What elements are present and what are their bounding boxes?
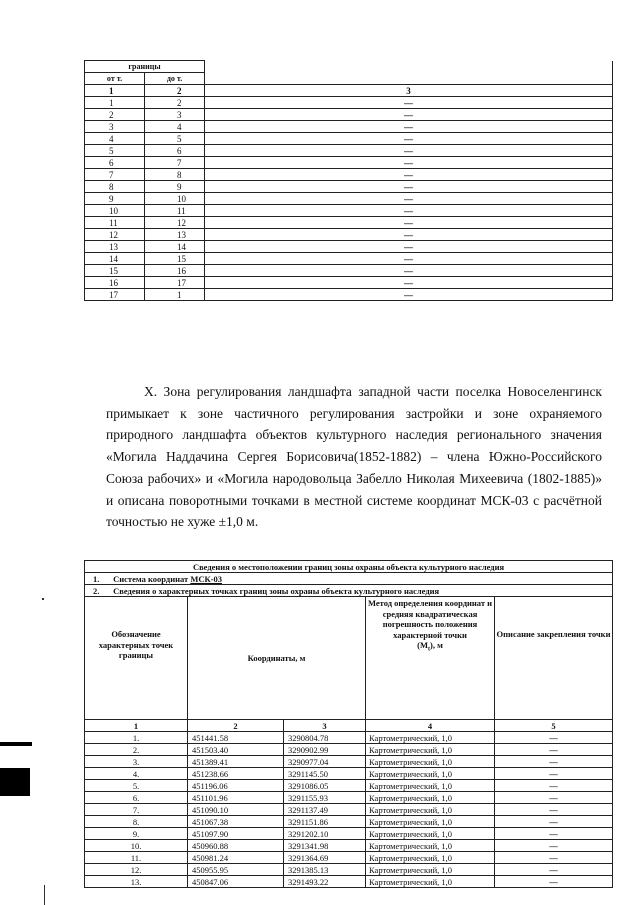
x-coordinate-cell: 451441.58 bbox=[188, 732, 284, 744]
section-2 bbox=[85, 585, 613, 597]
description-cell: — bbox=[205, 133, 613, 145]
header-to-point: до т. bbox=[145, 73, 205, 85]
table-row bbox=[85, 816, 613, 828]
to-point-cell: 7 bbox=[145, 157, 205, 169]
from-point-cell: 14 bbox=[85, 253, 145, 265]
y-coordinate-cell: 3290977.04 bbox=[284, 756, 366, 768]
table-row bbox=[85, 852, 613, 864]
method-cell: Картометрический, 1,0 bbox=[366, 792, 495, 804]
fixing-description-cell: — bbox=[495, 816, 613, 828]
header-from-point: от т. bbox=[85, 73, 145, 85]
table-row bbox=[85, 840, 613, 852]
table-row bbox=[85, 768, 613, 780]
table-row bbox=[85, 109, 613, 121]
header-coordinates: Координаты, м bbox=[188, 597, 366, 720]
header-boundaries: границы bbox=[85, 61, 205, 73]
from-point-cell: 15 bbox=[85, 265, 145, 277]
from-point-cell: 13 bbox=[85, 241, 145, 253]
description-cell: — bbox=[205, 97, 613, 109]
index-cell: 5 bbox=[495, 720, 613, 732]
point-cell: 11. bbox=[85, 852, 188, 864]
y-coordinate-cell: 3291493.22 bbox=[284, 876, 366, 888]
coordinate-system-value: МСК-03 bbox=[190, 573, 222, 584]
section-1-row bbox=[85, 573, 613, 585]
method-cell: Картометрический, 1,0 bbox=[366, 864, 495, 876]
x-coordinate-cell: 450960.88 bbox=[188, 840, 284, 852]
description-cell: — bbox=[205, 253, 613, 265]
table-row bbox=[85, 864, 613, 876]
header-fixing-description: Описание закрепления точки bbox=[495, 597, 613, 720]
index-cell: 3 bbox=[205, 85, 613, 97]
description-cell: — bbox=[205, 121, 613, 133]
to-point-cell: 15 bbox=[145, 253, 205, 265]
description-cell: — bbox=[205, 217, 613, 229]
from-point-cell: 9 bbox=[85, 193, 145, 205]
from-point-cell: 2 bbox=[85, 109, 145, 121]
method-cell: Картометрический, 1,0 bbox=[366, 768, 495, 780]
fixing-description-cell: — bbox=[495, 780, 613, 792]
y-coordinate-cell: 3291202.10 bbox=[284, 828, 366, 840]
from-point-cell: 8 bbox=[85, 181, 145, 193]
x-coordinate-cell: 451503.40 bbox=[188, 744, 284, 756]
fixing-description-cell: — bbox=[495, 804, 613, 816]
method-cell: Картометрический, 1,0 bbox=[366, 840, 495, 852]
table-row bbox=[85, 241, 613, 253]
margin-mark-block bbox=[0, 768, 30, 796]
description-cell: — bbox=[205, 145, 613, 157]
index-cell: 4 bbox=[366, 720, 495, 732]
to-point-cell: 4 bbox=[145, 121, 205, 133]
column-header-row bbox=[85, 597, 613, 720]
table-title: Сведения о местоположении границ зоны охраны объекта культурного наследия bbox=[85, 561, 613, 573]
point-cell: 5. bbox=[85, 780, 188, 792]
to-point-cell: 17 bbox=[145, 277, 205, 289]
description-cell: — bbox=[205, 181, 613, 193]
to-point-cell: 13 bbox=[145, 229, 205, 241]
section-1-label: Система координат bbox=[113, 573, 189, 584]
description-cell: — bbox=[205, 205, 613, 217]
y-coordinate-cell: 3290902.99 bbox=[284, 744, 366, 756]
x-coordinate-cell: 450955.95 bbox=[188, 864, 284, 876]
point-cell: 3. bbox=[85, 756, 188, 768]
point-cell: 1. bbox=[85, 732, 188, 744]
method-cell: Картометрический, 1,0 bbox=[366, 756, 495, 768]
x-coordinate-cell: 451090.10 bbox=[188, 804, 284, 816]
to-point-cell: 8 bbox=[145, 169, 205, 181]
section-2-label: Сведения о характерных точках границ зоны охраны объекта культурного наследия bbox=[113, 585, 440, 596]
index-cell: 3 bbox=[284, 720, 366, 732]
table-row bbox=[85, 277, 613, 289]
description-cell: — bbox=[205, 265, 613, 277]
point-cell: 13. bbox=[85, 876, 188, 888]
description-cell: — bbox=[205, 289, 613, 301]
y-coordinate-cell: 3290804.78 bbox=[284, 732, 366, 744]
method-cell: Картометрический, 1,0 bbox=[366, 732, 495, 744]
x-coordinate-cell: 450981.24 bbox=[188, 852, 284, 864]
to-point-cell: 2 bbox=[145, 97, 205, 109]
fixing-description-cell: — bbox=[495, 828, 613, 840]
y-coordinate-cell: 3291137.49 bbox=[284, 804, 366, 816]
header-method-m: (M bbox=[417, 640, 428, 650]
table-row bbox=[85, 157, 613, 169]
characteristic-points-table bbox=[84, 560, 613, 888]
x-coordinate-cell: 451067.38 bbox=[188, 816, 284, 828]
from-point-cell: 3 bbox=[85, 121, 145, 133]
description-cell: — bbox=[205, 109, 613, 121]
to-point-cell: 10 bbox=[145, 193, 205, 205]
header-method bbox=[366, 597, 495, 720]
from-point-cell: 16 bbox=[85, 277, 145, 289]
fixing-description-cell: — bbox=[495, 768, 613, 780]
table-row bbox=[85, 205, 613, 217]
y-coordinate-cell: 3291385.13 bbox=[284, 864, 366, 876]
description-cell: — bbox=[205, 277, 613, 289]
method-cell: Картометрический, 1,0 bbox=[366, 804, 495, 816]
table-row bbox=[85, 145, 613, 157]
from-point-cell: 4 bbox=[85, 133, 145, 145]
table-row bbox=[85, 780, 613, 792]
table-row bbox=[85, 121, 613, 133]
y-coordinate-cell: 3291155.93 bbox=[284, 792, 366, 804]
method-cell: Картометрический, 1,0 bbox=[366, 816, 495, 828]
table-title-row bbox=[85, 561, 613, 573]
point-cell: 9. bbox=[85, 828, 188, 840]
from-point-cell: 5 bbox=[85, 145, 145, 157]
method-cell: Картометрический, 1,0 bbox=[366, 876, 495, 888]
point-cell: 12. bbox=[85, 864, 188, 876]
from-point-cell: 11 bbox=[85, 217, 145, 229]
index-cell: 2 bbox=[145, 85, 205, 97]
to-point-cell: 11 bbox=[145, 205, 205, 217]
description-cell: — bbox=[205, 193, 613, 205]
x-coordinate-cell: 451389.41 bbox=[188, 756, 284, 768]
point-cell: 10. bbox=[85, 840, 188, 852]
table-row bbox=[85, 217, 613, 229]
boundary-segments-table bbox=[84, 60, 613, 301]
fixing-description-cell: — bbox=[495, 840, 613, 852]
point-cell: 4. bbox=[85, 768, 188, 780]
table-row bbox=[85, 792, 613, 804]
x-coordinate-cell: 451097.90 bbox=[188, 828, 284, 840]
header-method-subscript: t bbox=[427, 646, 430, 653]
from-point-cell: 1 bbox=[85, 97, 145, 109]
table-header-group-row bbox=[85, 61, 613, 73]
table-row bbox=[85, 289, 613, 301]
description-cell: — bbox=[205, 157, 613, 169]
index-cell: 1 bbox=[85, 85, 145, 97]
from-point-cell: 7 bbox=[85, 169, 145, 181]
point-cell: 6. bbox=[85, 792, 188, 804]
index-cell: 2 bbox=[188, 720, 284, 732]
scan-speck bbox=[42, 598, 44, 600]
fixing-description-cell: — bbox=[495, 852, 613, 864]
fixing-description-cell: — bbox=[495, 732, 613, 744]
x-coordinate-cell: 450847.06 bbox=[188, 876, 284, 888]
section-1 bbox=[85, 573, 613, 585]
to-point-cell: 12 bbox=[145, 217, 205, 229]
table-row bbox=[85, 181, 613, 193]
point-cell: 8. bbox=[85, 816, 188, 828]
point-cell: 7. bbox=[85, 804, 188, 816]
description-cell: — bbox=[205, 169, 613, 181]
point-cell: 2. bbox=[85, 744, 188, 756]
from-point-cell: 6 bbox=[85, 157, 145, 169]
to-point-cell: 6 bbox=[145, 145, 205, 157]
zone-description-paragraph: X. Зона регулирования ландшафта западной части поселка Новоселенгинск примыкает к зоне частичного регулирования застройки и зоне охраняемого природного ландшафта объектов культурного наследия регионального значения «Могила Наддачина Сергея Борисовича(1852-1882) – члена Южно-Российского Союза рабочих» и «Могила народовольца Забелло Николая Михеевича (1802-1885)» и описана поворотными точками в местной системе координат МСК-03 с расчётной точностью не хуже ±1,0 м. bbox=[106, 384, 602, 530]
fixing-description-cell: — bbox=[495, 876, 613, 888]
header-method-unit: ), м bbox=[429, 640, 443, 650]
header-method-text: Метод определения координат и средняя квадратическая погрешность положения характерной точки bbox=[367, 598, 493, 640]
table-row bbox=[85, 804, 613, 816]
section-2-row bbox=[85, 585, 613, 597]
to-point-cell: 16 bbox=[145, 265, 205, 277]
description-cell: — bbox=[205, 241, 613, 253]
y-coordinate-cell: 3291341.98 bbox=[284, 840, 366, 852]
table-row bbox=[85, 876, 613, 888]
to-point-cell: 3 bbox=[145, 109, 205, 121]
method-cell: Картометрический, 1,0 bbox=[366, 852, 495, 864]
table-row bbox=[85, 828, 613, 840]
table-row bbox=[85, 193, 613, 205]
from-point-cell: 10 bbox=[85, 205, 145, 217]
header-point-designation: Обозначение характерных точек границы bbox=[85, 597, 188, 720]
y-coordinate-cell: 3291364.69 bbox=[284, 852, 366, 864]
method-cell: Картометрический, 1,0 bbox=[366, 780, 495, 792]
table-row bbox=[85, 169, 613, 181]
from-point-cell: 17 bbox=[85, 289, 145, 301]
header-description-blank bbox=[205, 61, 613, 85]
x-coordinate-cell: 451101.96 bbox=[188, 792, 284, 804]
table-row bbox=[85, 97, 613, 109]
to-point-cell: 9 bbox=[145, 181, 205, 193]
method-cell: Картометрический, 1,0 bbox=[366, 744, 495, 756]
margin-mark-line bbox=[0, 742, 32, 746]
index-row bbox=[85, 85, 613, 97]
table-row bbox=[85, 756, 613, 768]
table-row bbox=[85, 253, 613, 265]
fixing-description-cell: — bbox=[495, 864, 613, 876]
index-row bbox=[85, 720, 613, 732]
fixing-description-cell: — bbox=[495, 744, 613, 756]
fixing-description-cell: — bbox=[495, 756, 613, 768]
y-coordinate-cell: 3291145.50 bbox=[284, 768, 366, 780]
table-row bbox=[85, 229, 613, 241]
section-1-number: 1. bbox=[93, 573, 100, 584]
y-coordinate-cell: 3291151.86 bbox=[284, 816, 366, 828]
from-point-cell: 12 bbox=[85, 229, 145, 241]
description-cell: — bbox=[205, 229, 613, 241]
to-point-cell: 1 bbox=[145, 289, 205, 301]
scan-tick bbox=[44, 885, 45, 905]
section-2-number: 2. bbox=[93, 585, 100, 596]
table-row bbox=[85, 732, 613, 744]
table-row bbox=[85, 133, 613, 145]
x-coordinate-cell: 451196.06 bbox=[188, 780, 284, 792]
y-coordinate-cell: 3291086.05 bbox=[284, 780, 366, 792]
fixing-description-cell: — bbox=[495, 792, 613, 804]
method-cell: Картометрический, 1,0 bbox=[366, 828, 495, 840]
to-point-cell: 5 bbox=[145, 133, 205, 145]
table-row bbox=[85, 265, 613, 277]
to-point-cell: 14 bbox=[145, 241, 205, 253]
table-row bbox=[85, 744, 613, 756]
index-cell: 1 bbox=[85, 720, 188, 732]
x-coordinate-cell: 451238.66 bbox=[188, 768, 284, 780]
